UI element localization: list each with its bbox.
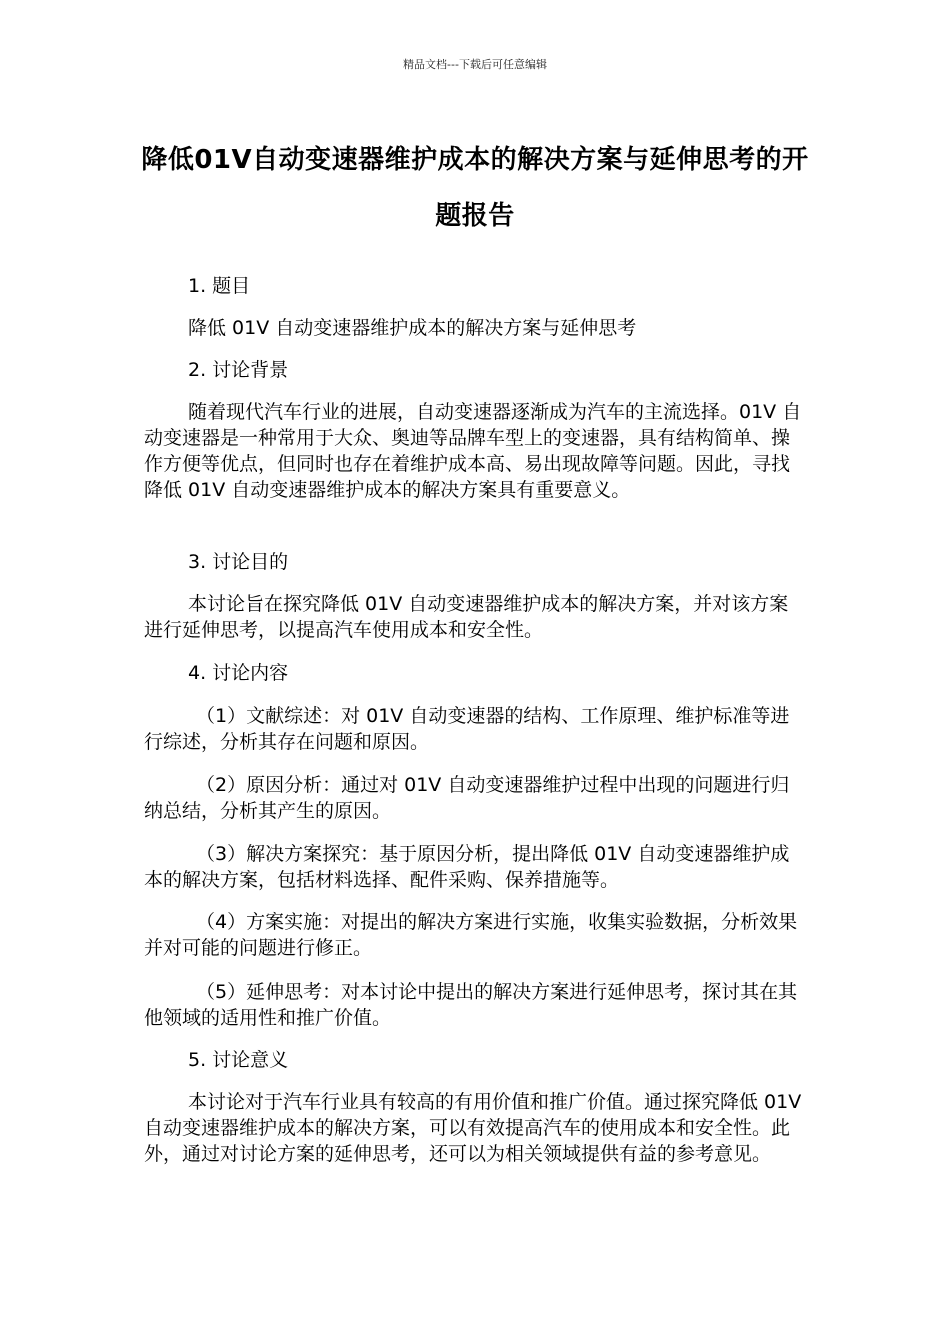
section-3-text: 本讨论旨在探究降低 01V 自动变速器维护成本的解决方案，并对该方案进行延伸思考，以提高汽车使用成本和安全性。 bbox=[144, 593, 789, 641]
section-4-item-1: （1）文献综述：对 01V 自动变速器的结构、工作原理、维护标准等进行综述，分析其存在问题和原因。 bbox=[144, 705, 790, 753]
page-header: 精品文档---下载后可任意编辑 bbox=[403, 58, 547, 71]
section-2-text: 随着现代汽车行业的进展，自动变速器逐渐成为汽车的主流选择。01V 自动变速器是一种常用于大众、奥迪等品牌车型上的变速器，具有结构简单、操作方便等优点，但同时也存在着维护成本高、易出现故障等问题。因此，寻找降低 01V 自动变速器维护成本的解决方案具有重要意义。 bbox=[144, 401, 802, 501]
section-4-item-2: （2）原因分析：通过对 01V 自动变速器维护过程中出现的问题进行归纳总结，分析其产生的原因。 bbox=[144, 774, 790, 822]
section-3-heading: 3. 讨论目的 bbox=[188, 551, 289, 573]
section-5-text: 本讨论对于汽车行业具有较高的有用价值和推广价值。通过探究降低 01V 自动变速器维护成本的解决方案，可以有效提高汽车的使用成本和安全性。此外，通过对讨论方案的延伸思考，还可以为相关领域提供有益的参考意见。 bbox=[144, 1091, 802, 1165]
section-1-heading: 1. 题目 bbox=[188, 275, 251, 297]
section-4-item-5: （5）延伸思考：对本讨论中提出的解决方案进行延伸思考，探讨其在其他领域的适用性和推广价值。 bbox=[144, 981, 798, 1029]
section-5-heading: 5. 讨论意义 bbox=[188, 1049, 289, 1071]
section-2-heading: 2. 讨论背景 bbox=[188, 359, 289, 381]
section-4-item-4: （4）方案实施：对提出的解决方案进行实施，收集实验数据，分析效果并对可能的问题进行修正。 bbox=[144, 911, 798, 959]
section-4-heading: 4. 讨论内容 bbox=[188, 662, 289, 684]
section-4-item-3: （3）解决方案探究：基于原因分析，提出降低 01V 自动变速器维护成本的解决方案，包括材料选择、配件采购、保养措施等。 bbox=[144, 843, 790, 891]
document-title: 降低01V自动变速器维护成本的解决方案与延伸思考的开题报告 bbox=[141, 145, 809, 231]
section-1-text: 降低 01V 自动变速器维护成本的解决方案与延伸思考 bbox=[188, 317, 637, 339]
